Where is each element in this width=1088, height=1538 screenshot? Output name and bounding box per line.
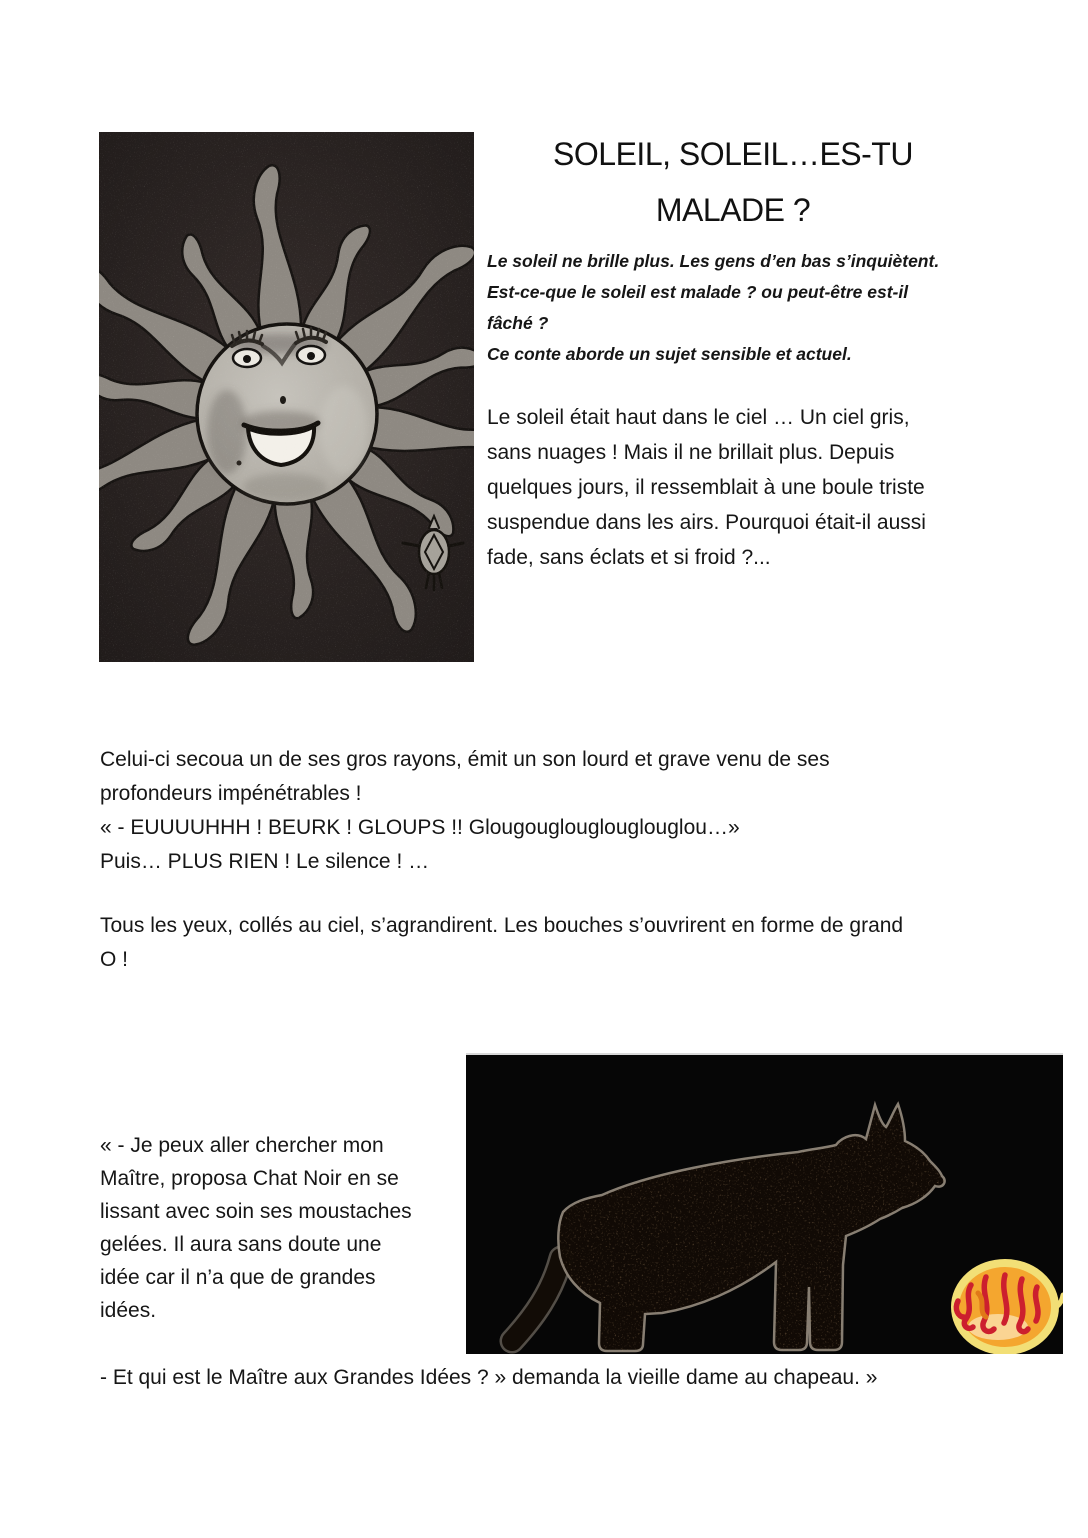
sun-illustration	[99, 132, 474, 662]
story-title	[468, 126, 998, 238]
paragraph-line: lissant avec soin ses moustaches	[100, 1200, 412, 1223]
title-line-2: MALADE ?	[655, 192, 811, 228]
paragraph-line: Celui-ci secoua un de ses gros rayons, émit un son lourd et grave venu de ses	[100, 748, 830, 771]
sun-drawing-figure	[99, 132, 474, 662]
paragraph-line: gelées. Il aura sans doute une	[100, 1233, 382, 1256]
opening-paragraph	[487, 400, 1007, 575]
paragraph-line: Le soleil était haut dans le ciel … Un ciel gris,	[487, 406, 910, 429]
chat-noir-paragraph	[100, 1129, 460, 1327]
paragraph-line: Puis… PLUS RIEN ! Le silence ! …	[100, 850, 430, 873]
paragraph-line: quelques jours, il ressemblait à une boule triste	[487, 476, 925, 499]
teaser-text	[487, 246, 1007, 370]
cat-drawing-figure	[466, 1053, 1063, 1354]
paragraph-line: Tous les yeux, collés au ciel, s’agrandirent. Les bouches s’ouvrirent en forme de grand	[100, 914, 904, 937]
title-line-1: SOLEIL, SOLEIL…ES-TU	[553, 136, 913, 172]
paragraph-line: profondeurs impénétrables !	[100, 782, 362, 805]
paragraph-line: sans nuages ! Mais il ne brillait plus. Depuis	[487, 441, 895, 464]
teaser-line: fâché ?	[487, 313, 549, 333]
teaser-line: Ce conte aborde un sujet sensible et actuel.	[487, 344, 852, 364]
paragraph-line: fade, sans éclats et si froid ?...	[487, 546, 771, 569]
yeux-paragraph	[100, 909, 1020, 977]
paragraph-line: idée car il n’a que de grandes	[100, 1266, 376, 1289]
chalk-texture-overlay	[99, 132, 474, 662]
paragraph-line: « - Je peux aller chercher mon	[100, 1134, 384, 1157]
paragraph-line: idées.	[100, 1299, 157, 1322]
paragraph-line: Maître, proposa Chat Noir en se	[100, 1167, 399, 1190]
paragraph-line: « - EUUUUHHH ! BEURK ! GLOUPS !! Glougouglouglouglouglou…»	[100, 816, 740, 839]
closing-line: - Et qui est le Maître aux Grandes Idées ? » demanda la vieille dame au chapeau. »	[100, 1366, 878, 1389]
rayons-paragraph	[100, 743, 1020, 879]
cat-illustration	[466, 1055, 1063, 1354]
teaser-line: Est-ce-que le soleil est malade ? ou peut-être est-il	[487, 282, 909, 302]
teaser-line: Le soleil ne brille plus. Les gens d’en bas s’inquiètent.	[487, 251, 940, 271]
paragraph-line: suspendue dans les airs. Pourquoi était-il aussi	[487, 511, 926, 534]
paragraph-line: O !	[100, 948, 129, 971]
